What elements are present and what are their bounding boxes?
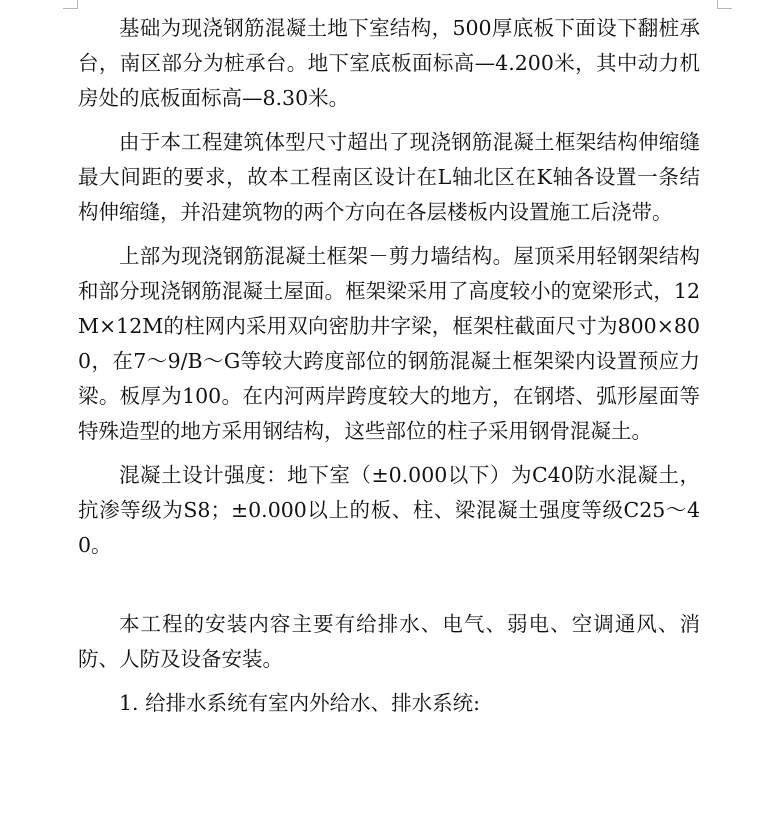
paragraph-spacer: [78, 677, 700, 686]
paragraph-foundation: 基础为现浇钢筋混凝土地下室结构，500厚底板下面设下翻桩承台，南区部分为桩承台。地下室底板面标高—4.200米，其中动力机房处的底板面标高—8.30米。: [78, 16, 700, 110]
top-left-margin-marker: [63, 0, 78, 9]
paragraph-spacer: [78, 116, 700, 125]
paragraph-installation-scope: 本工程的安装内容主要有给排水、电气、弱电、空调通风、消防、人防及设备安装。: [78, 612, 700, 671]
paragraph-spacer: [78, 230, 700, 239]
list-item-plumbing: 1. 给排水系统有室内外给水、排水系统:: [119, 691, 480, 715]
paragraph-expansion-joints: 由于本工程建筑体型尺寸超出了现浇钢筋混凝土框架结构伸缩缝最大间距的要求，故本工程南区设计在L轴北区在K轴各设置一条结构伸缩缝，并沿建筑物的两个方向在各层楼板内设置施工后浇带。: [78, 130, 700, 224]
paragraph-superstructure: 上部为现浇钢筋混凝土框架－剪力墙结构。屋顶采用轻钢架结构和部分现浇钢筋混凝土屋面。框架梁采用了高度较小的宽梁形式，12M×12M的柱网内采用双向密肋井字梁，框架柱截面尺寸为800×800，在7～9/B～G等较大跨度部位的钢筋混凝土框架梁内设置预应力梁。板厚为100。在内河两岸跨度较大的地方，在钢塔、弧形屋面等特殊造型的地方采用钢结构，这些部位的柱子采用钢骨混凝土。: [78, 244, 700, 443]
section-spacer: [78, 563, 700, 607]
top-right-margin-marker: [717, 0, 732, 9]
document-body: [78, 11, 700, 721]
paragraph-spacer: [78, 449, 700, 458]
paragraph-concrete-strength: 混凝土设计强度：地下室（±0.000以下）为C40防水混凝土，抗渗等级为S8；±0.000以上的板、柱、梁混凝土强度等级C25～40。: [78, 463, 700, 557]
